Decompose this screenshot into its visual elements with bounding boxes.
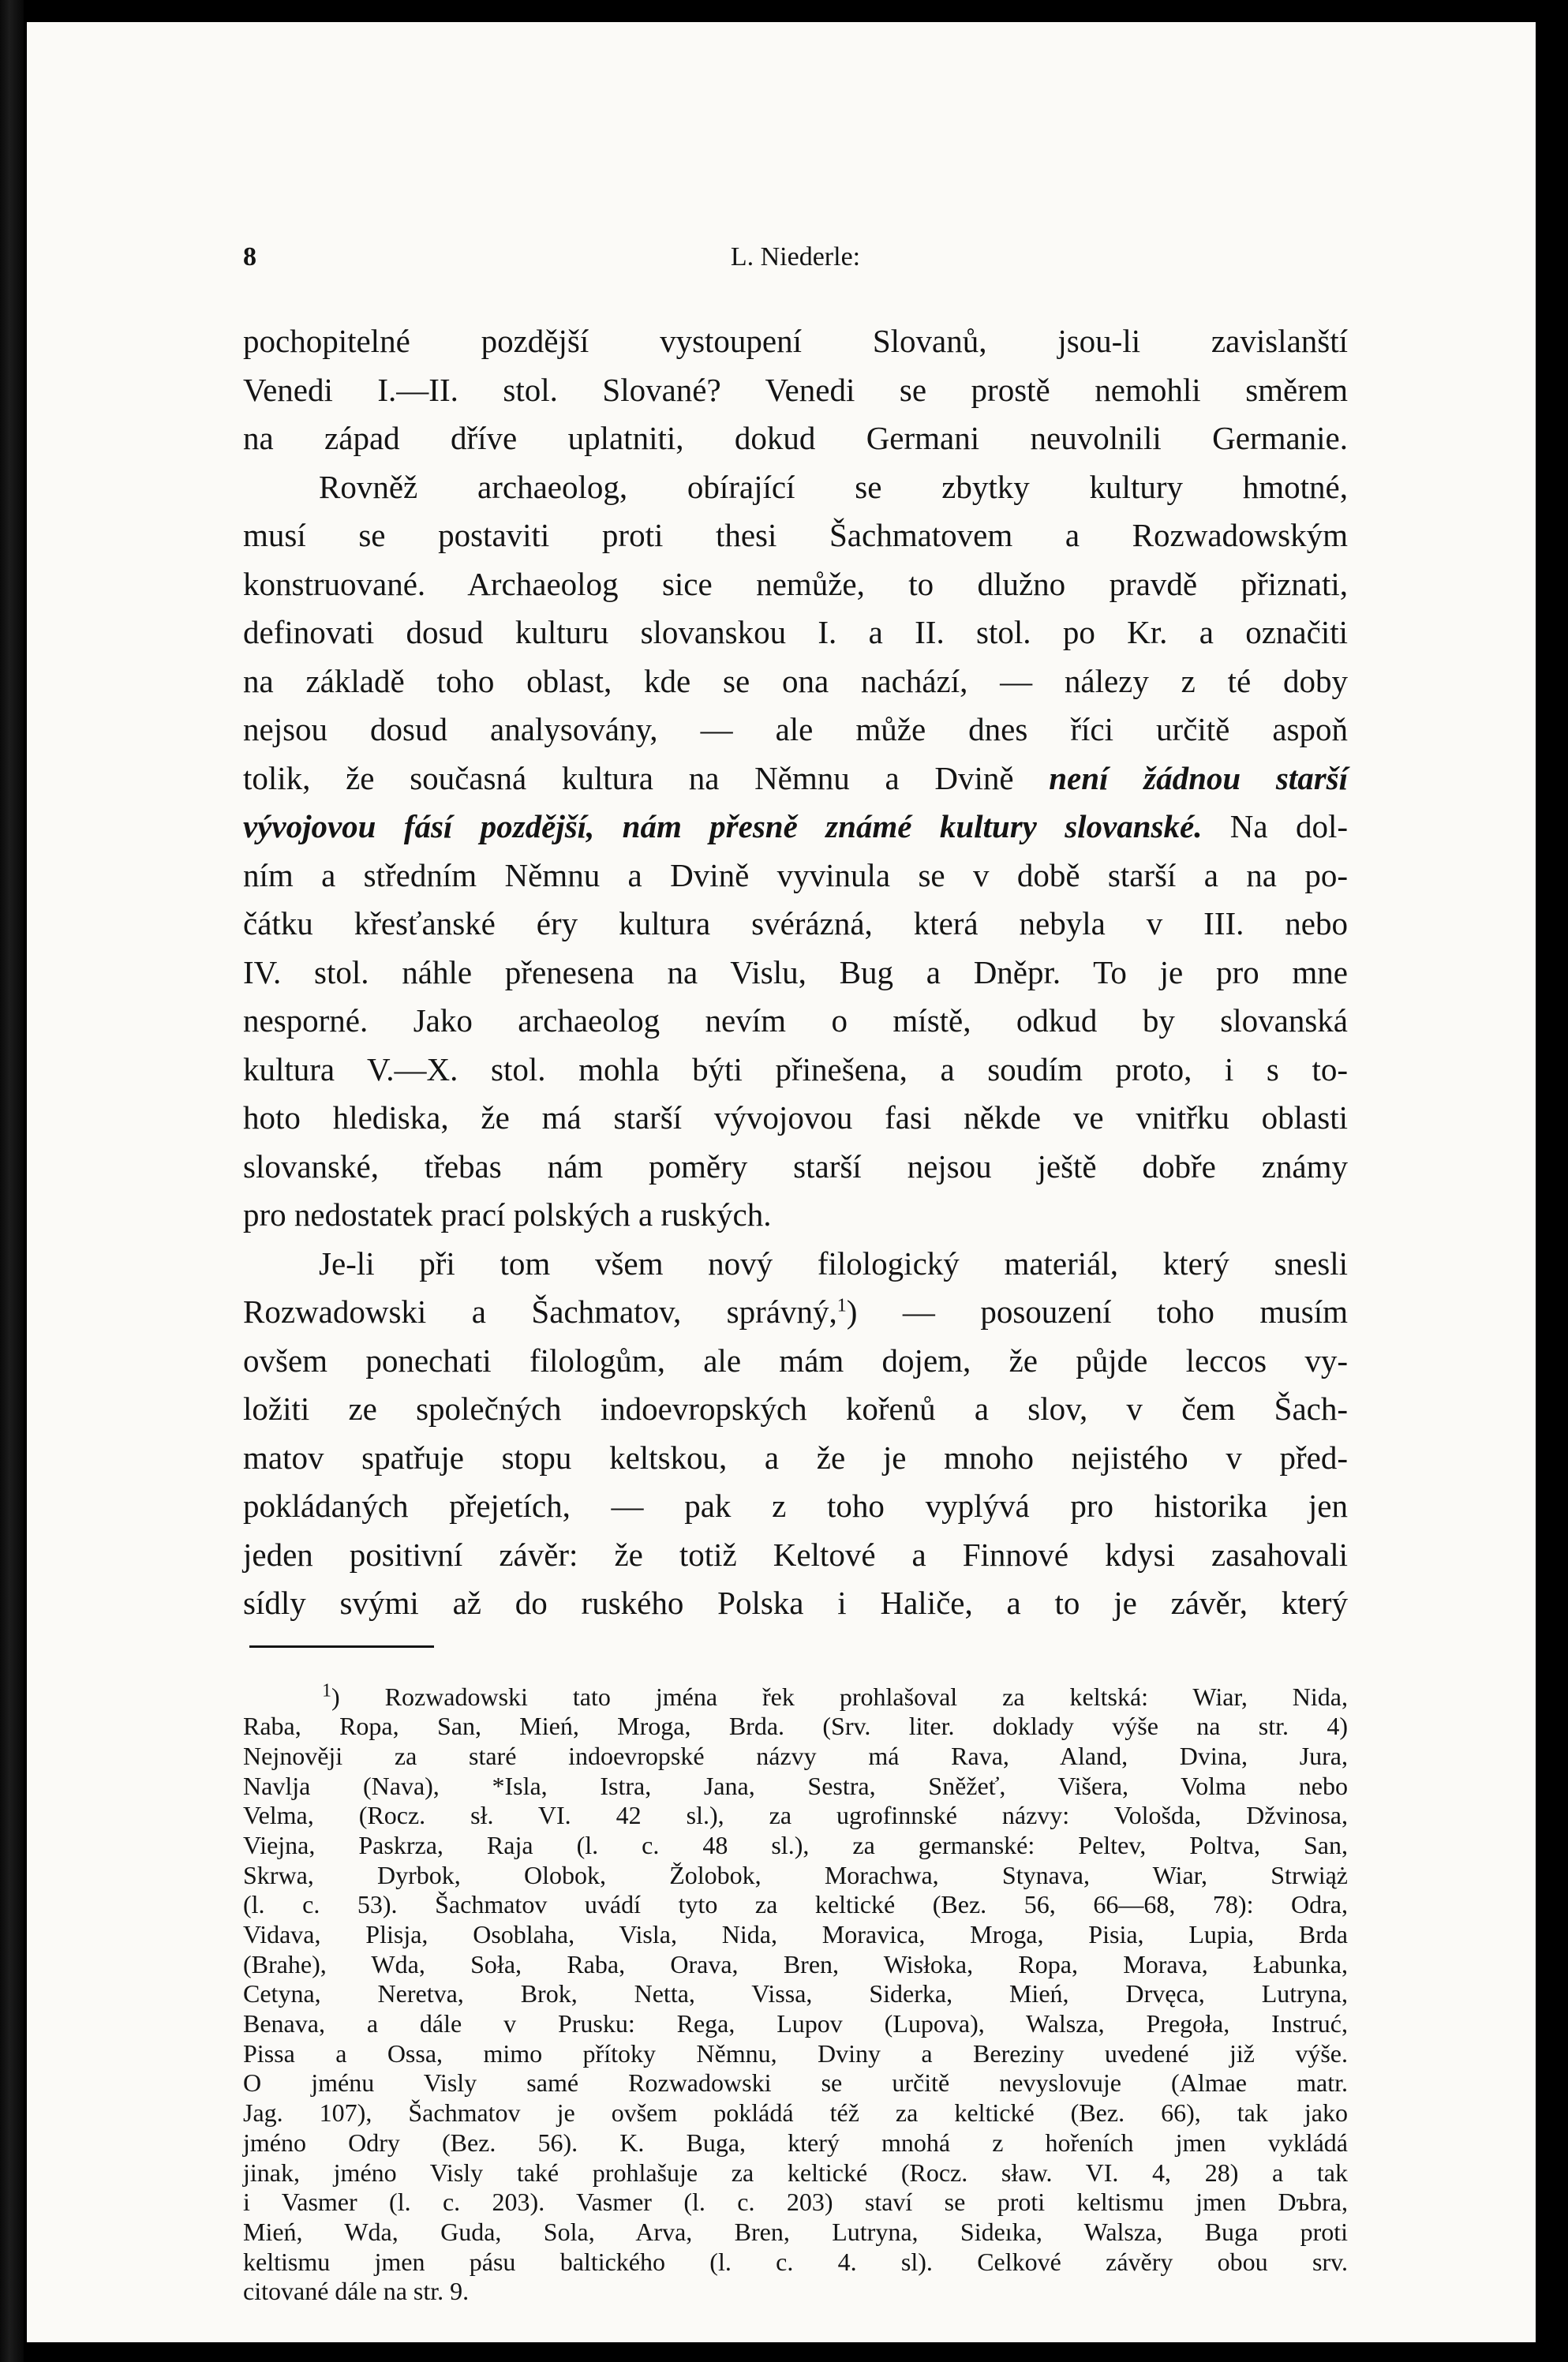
footnote-line: (l. c. 53). Šachmatov uvádí tyto za keltické (Bez. 56, 66—68, 78): Odra, <box>243 1890 1348 1919</box>
text-line <box>243 803 1348 852</box>
text-line: matov spatřuje stopu keltskou, a že je mnoho nejistého v před- <box>243 1439 1348 1476</box>
footnote-line: Vidava, Plisja, Osoblaha, Visla, Nida, Moravica, Mroga, Pisia, Lupia, Brda <box>243 1920 1348 1948</box>
text-line <box>243 754 1348 803</box>
footnote-line: jinak, jméno Visly také prohlašuje za keltické (Rocz. sław. VI. 4, 28) a tak <box>243 2158 1348 2187</box>
footnote <box>243 1679 1348 2307</box>
text-segment: tolik, že současná kultura na Němnu a Dvině <box>243 759 1050 796</box>
footnote-line: O jménu Visly samé Rozwadowski se určitě nevyslovuje (Almae matr. <box>243 2068 1348 2098</box>
text-line: na západ dříve uplatniti, dokud Germani neuvolnili Germanie. <box>243 420 1348 456</box>
footnote-line: Skrwa, Dyrbok, Olobok, Žolobok, Morachwa, Stynava, Wiar, Strwiąż <box>243 1860 1348 1889</box>
footnote-line <box>243 1679 1348 1713</box>
footnote-line: Navlja (Nava), *Isla, Istra, Jana, Sestra, Sněžeť, Višera, Volma nebo <box>243 1771 1348 1800</box>
main-text <box>243 317 1348 1628</box>
book-page <box>243 234 1348 2307</box>
emphasized-text: není žádnou starší <box>1049 759 1349 796</box>
text-line: Venedi I.—II. stol. Slované? Venedi se prostě nemohli směrem <box>243 371 1348 408</box>
text-segment: Na dol- <box>1202 808 1348 844</box>
emphasized-text: vývojovou fásí pozdější, nám přesně známé kultury slovanské. <box>243 808 1203 844</box>
text-line: na základě toho oblast, kde se ona nachází, — nálezy z té doby <box>243 662 1348 699</box>
text-line: ním a středním Němnu a Dvině vyvinula se v době starší a na po- <box>243 856 1348 893</box>
scan-left-edge <box>0 0 24 2362</box>
footnote-line: Pissa a Ossa, mimo přítoky Němnu, Dviny a Bereziny uvedené již výše. <box>243 2038 1348 2068</box>
text-line: Rovněž archaeolog, obírající se zbytky kultury hmotné, <box>319 468 1348 505</box>
text-line <box>243 1288 1348 1337</box>
footnote-line: i Vasmer (l. c. 203). Vasmer (l. c. 203) staví se proti keltismu jmen Dъbra, <box>243 2188 1348 2217</box>
footnote-separator <box>249 1645 434 1648</box>
text-line: pokládaných přejetích, — pak z toho vyplývá pro historika jen <box>243 1488 1348 1524</box>
text-line: hoto hlediska, že má starší vývojovou fasi někde ve vnitřku oblasti <box>243 1099 1348 1136</box>
text-line: kultura V.—X. stol. mohla býti přinešena, a soudím proto, i s to- <box>243 1050 1348 1087</box>
text-line: jeden positivní závěr: že totiž Keltové a Finnové kdysi zasahovali <box>243 1536 1348 1573</box>
footnote-line: Mień, Wda, Guda, Sola, Arva, Bren, Lutryna, Sideıka, Walsza, Buga proti <box>243 2217 1348 2246</box>
footnote-line: jméno Odry (Bez. 56). K. Buga, který mnohá z hořeních jmen vykládá <box>243 2128 1348 2157</box>
running-head <box>243 234 1348 281</box>
footnote-line: Velma, (Rocz. sł. VI. 42 sl.), za ugrofinnské názvy: Vološda, Džvinosa, <box>243 1801 1348 1830</box>
footnote-line: Raba, Ropa, San, Mień, Mroga, Brda. (Srv. liter. doklady výše na str. 4) <box>243 1712 1348 1741</box>
text-line: konstruované. Archaeolog sice nemůže, to dlužno pravdě přiznati, <box>243 565 1348 602</box>
footnote-reference[interactable]: 1 <box>836 1295 847 1316</box>
text-line: IV. stol. náhle přenesena na Vislu, Bug a Dněpr. To je pro mne <box>243 953 1348 990</box>
footnote-line: Cetyna, Neretva, Brok, Netta, Vissa, Siderka, Mień, Drvęca, Lutryna, <box>243 1979 1348 2008</box>
text-line: ložiti ze společných indoevropských kořenů a slov, v čem Šach- <box>243 1391 1348 1427</box>
text-line: sídly svými až do ruského Polska i Haliče, a to je závěr, který <box>243 1585 1348 1621</box>
text-line: nejsou dosud analysovány, — ale může dnes říci určitě aspoň <box>243 711 1348 747</box>
text-line: pro nedostatek prací polských a ruských. <box>243 1196 772 1233</box>
text-segment: Rozwadowski a Šachmatov, správný, <box>243 1293 837 1330</box>
page-number: 8 <box>243 242 256 271</box>
text-line: slovanské, třebas nám poměry starší nejsou ještě dobře známy <box>243 1147 1348 1185</box>
text-segment: ) — posouzení toho musím <box>846 1293 1349 1330</box>
text-line: čátku křesťanské éry kultura svérázná, která nebyla v III. nebo <box>243 905 1348 941</box>
text-line: nesporné. Jako archaeolog nevím o místě, odkud by slovanská <box>243 1002 1348 1039</box>
footnote-line: (Brahe), Wda, Soła, Raba, Orava, Bren, Wisłoka, Ropa, Morava, Łabunka, <box>243 1949 1348 1978</box>
scan-right-edge <box>1536 0 1568 2362</box>
footnote-line: citované dále na str. 9. <box>243 2277 470 2306</box>
footnote-text: ) Rozwadowski tato jména řek prohlašoval za keltská: Wiar, Nida, <box>331 1682 1348 1711</box>
text-line: Je-li při tom všem nový filologický materiál, který snesli <box>319 1245 1348 1282</box>
text-line: musí se postaviti proti thesi Šachmatovem a Rozwadowským <box>243 517 1348 553</box>
footnote-line: Benava, a dále v Prusku: Rega, Lupov (Lupova), Walsza, Pregoła, Instruć, <box>243 2009 1348 2038</box>
footnote-line: Viejna, Paskrza, Raja (l. c. 48 sl.), za germanské: Peltev, Poltva, San, <box>243 1830 1348 1859</box>
footnote-line: Nejnověji za staré indoevropské názvy má Rava, Aland, Dvina, Jura, <box>243 1741 1348 1770</box>
footnote-marker: 1 <box>322 1679 331 1701</box>
footnote-line: keltismu jmen pásu baltického (l. c. 4. sl). Celkové závěry obou srv. <box>243 2247 1348 2276</box>
text-line: definovati dosud kulturu slovanskou I. a II. stol. po Kr. a označiti <box>243 614 1348 650</box>
footnote-line: Jag. 107), Šachmatov je ovšem pokládá též za keltické (Bez. 66), tak jako <box>243 2098 1348 2128</box>
running-head-author: L. Niederle: <box>730 242 861 271</box>
text-line: pochopitelné pozdější vystoupení Slovanů, jsou-li zavislanští <box>243 323 1348 359</box>
text-line: ovšem ponechati filologům, ale mám dojem, že půjde leccos vy- <box>243 1342 1348 1379</box>
